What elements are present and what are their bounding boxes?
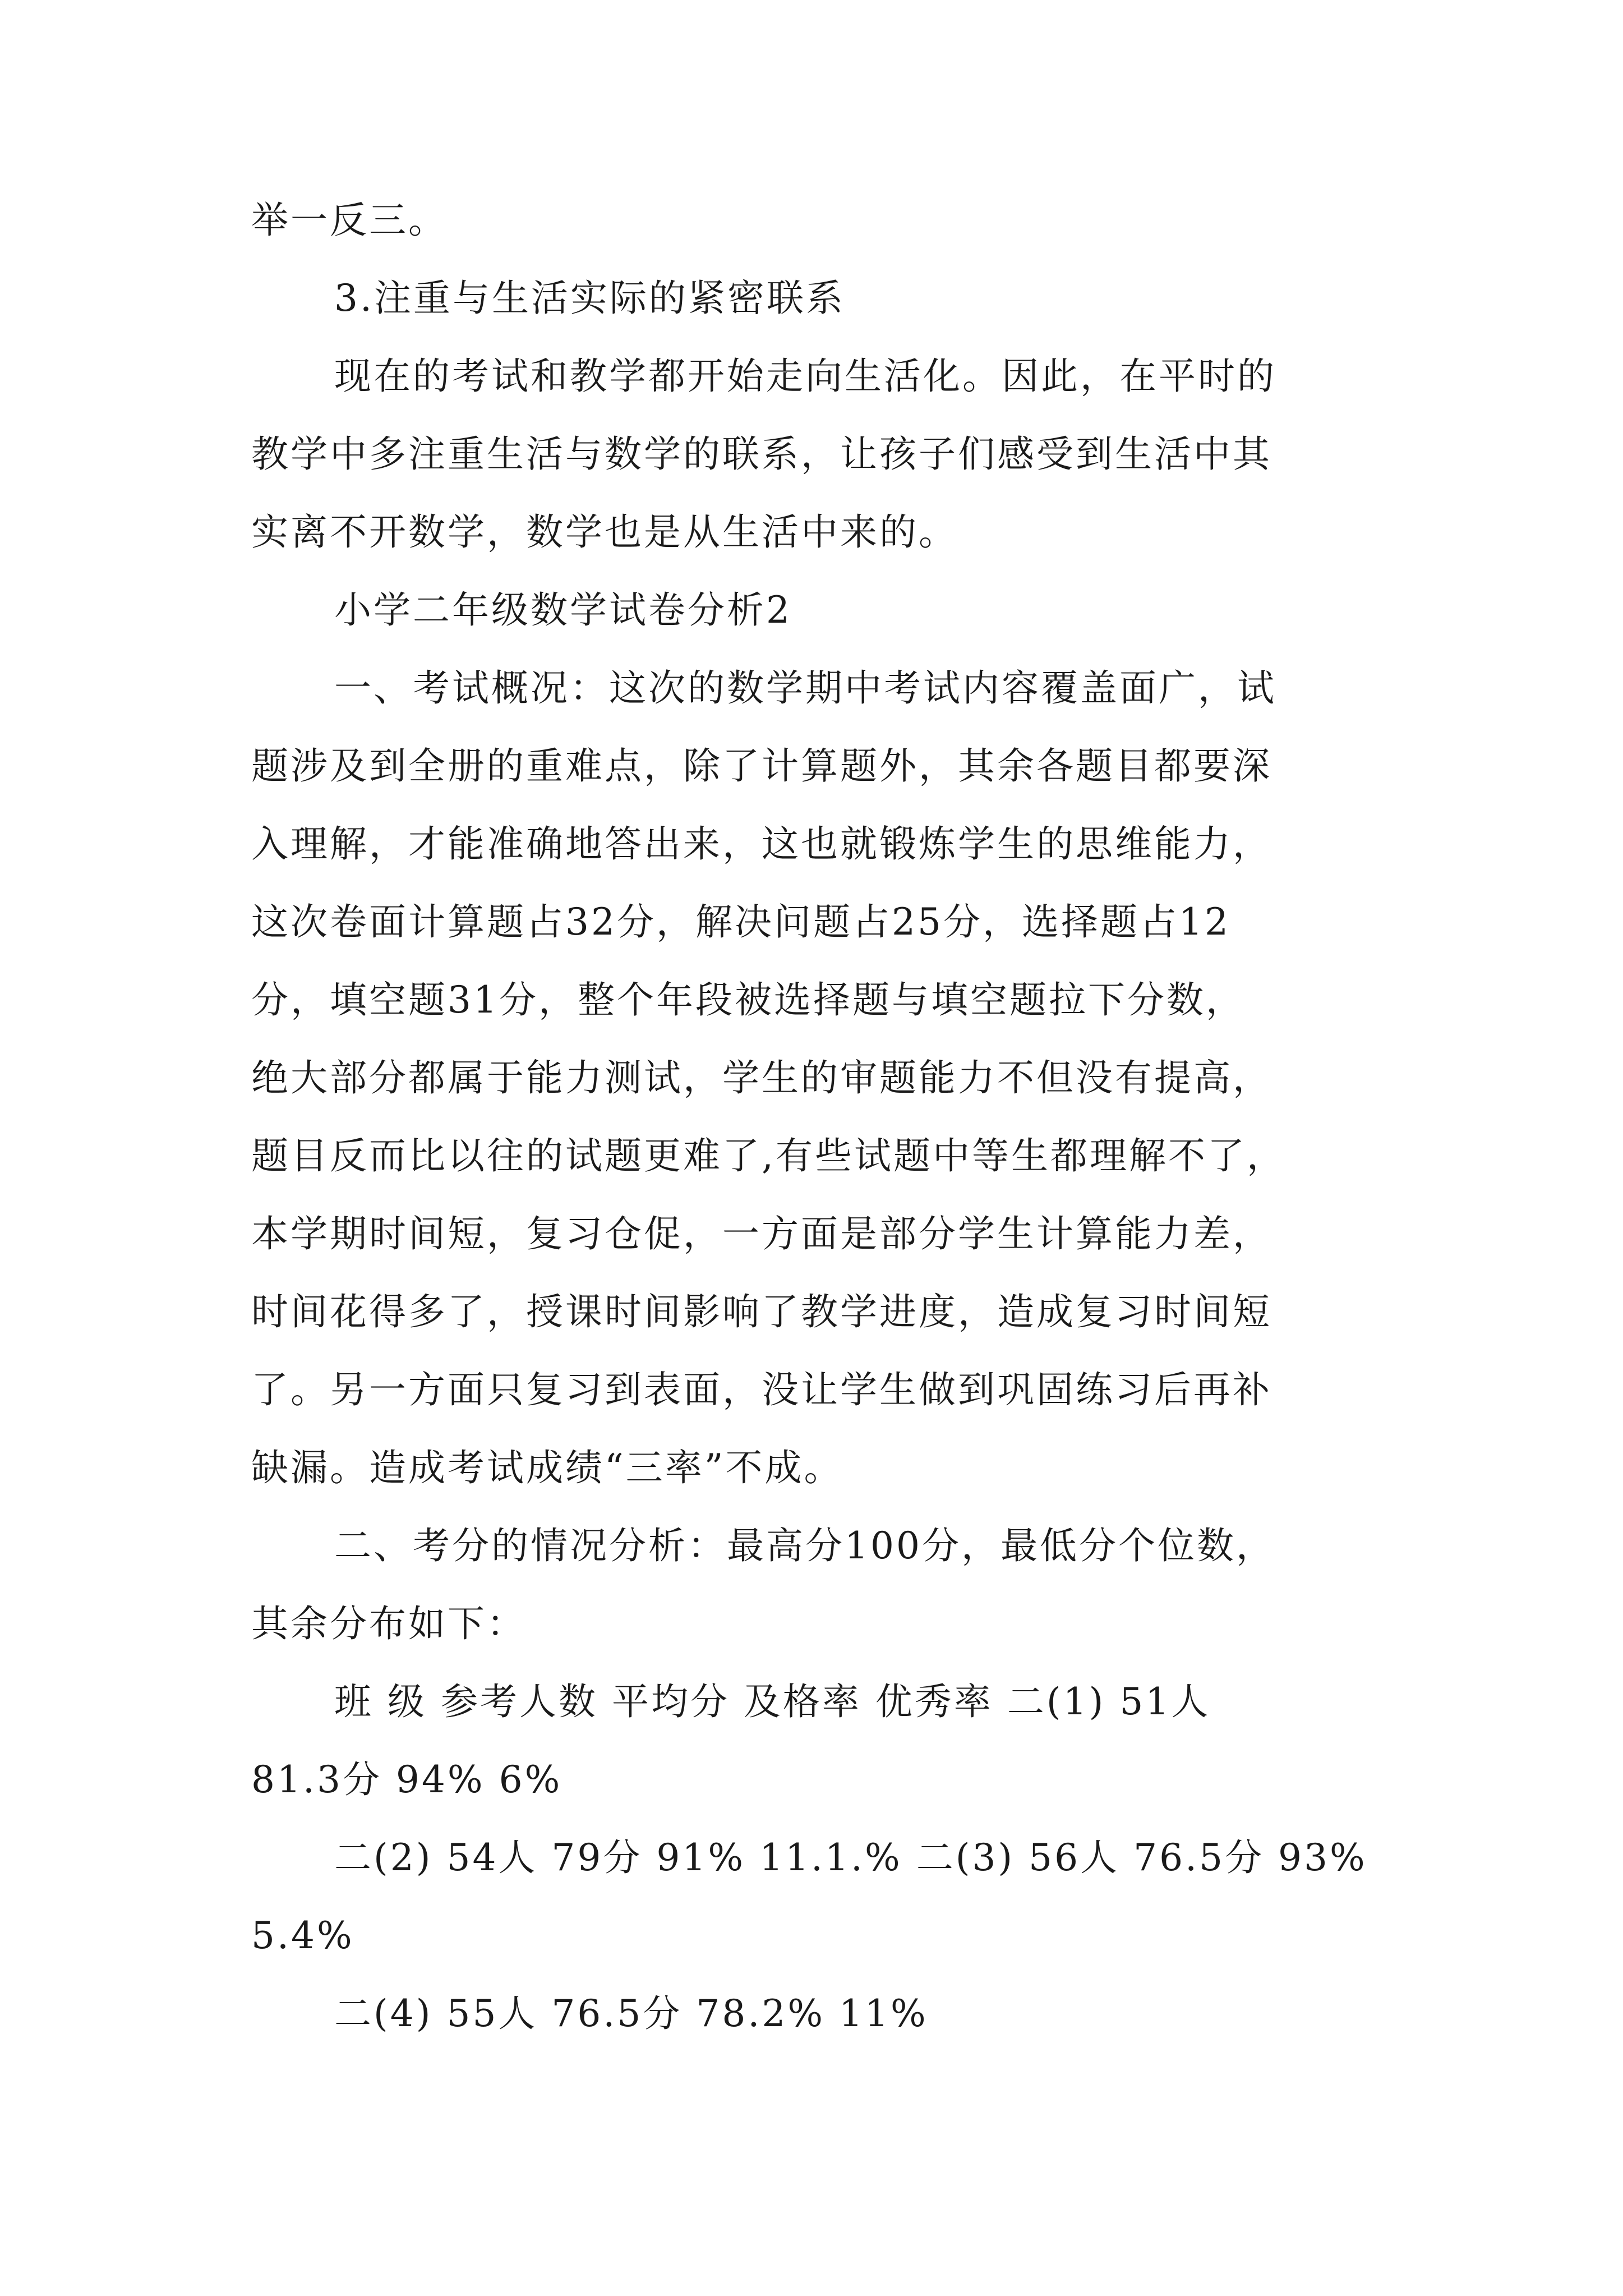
document-page: [251, 199, 1383, 2073]
text-line-14: 本学期时间短，复习仓促，一方面是部分学生计算能力差，: [251, 1212, 1272, 1255]
score-row-line-2: 二(2) 54人 79分 91% 11.1.% 二(3) 56人 76.5分 93%: [334, 1836, 1367, 1879]
text-line-9: 入理解，才能准确地答出来，这也就锻炼学生的思维能力，: [251, 822, 1272, 866]
score-row-line-3: 5.4%: [251, 1914, 354, 1957]
text-line-3: 现在的考试和教学都开始走向生活化。因此，在平时的: [334, 355, 1276, 398]
text-line-8: 题涉及到全册的重难点，除了计算题外，其余各题目都要深: [251, 744, 1272, 788]
score-table-header-line: 班 级 参考人数 平均分 及格率 优秀率 二(1) 51人: [334, 1680, 1211, 1723]
text-line-10: 这次卷面计算题占32分，解决问题占25分，选择题占12: [251, 900, 1230, 944]
text-line-13: 题目反而比以往的试题更难了,有些试题中等生都理解不了，: [251, 1134, 1286, 1177]
text-line-19: 其余分布如下：: [251, 1602, 526, 1645]
score-row-line-4: 二(4) 55人 76.5分 78.2% 11%: [334, 1992, 928, 2035]
text-line-18: 二、考分的情况分析：最高分100分，最低分个位数，: [334, 1524, 1275, 1567]
text-line-1: 举一反三。: [251, 199, 448, 242]
text-line-16: 了。另一方面只复习到表面，没让学生做到巩固练习后再补: [251, 1368, 1272, 1411]
text-line-11: 分，填空题31分，整个年段被选择题与填空题拉下分数，: [251, 978, 1245, 1022]
text-line-5: 实离不开数学，数学也是从生活中来的。: [251, 510, 958, 554]
section-heading-3: 3.注重与生活实际的紧密联系: [334, 277, 845, 320]
text-line-12: 绝大部分都属于能力测试，学生的审题能力不但没有提高，: [251, 1056, 1272, 1099]
text-line-17: 缺漏。造成考试成绩“三率”不成。: [251, 1446, 843, 1489]
text-line-4: 教学中多注重生活与数学的联系，让孩子们感受到生活中其: [251, 432, 1272, 476]
score-row-line-1: 81.3分 94% 6%: [251, 1758, 562, 1801]
text-line-15: 时间花得多了，授课时间影响了教学进度，造成复习时间短: [251, 1290, 1272, 1333]
article-title-2: 小学二年级数学试卷分析2: [334, 588, 792, 632]
text-line-7: 一、考试概况：这次的数学期中考试内容覆盖面广，试: [334, 666, 1276, 710]
